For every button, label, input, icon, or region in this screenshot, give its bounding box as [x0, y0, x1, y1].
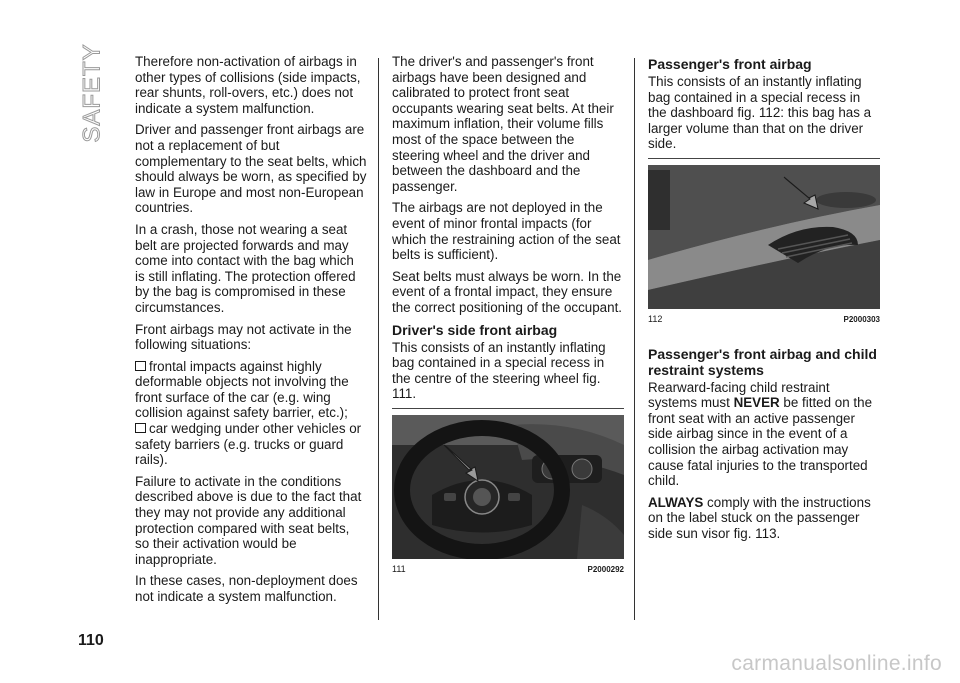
column-divider	[378, 58, 379, 620]
figure-code: P2000303	[843, 314, 880, 324]
paragraph	[648, 380, 880, 489]
section-tab	[78, 43, 108, 143]
bullet-square-icon	[135, 423, 146, 433]
column-3	[648, 54, 880, 548]
text-run: Rearward-facing child restraint systems must	[648, 379, 830, 411]
bullet-item	[135, 421, 367, 468]
paragraph: This consists of an instantly inflating bag contained in a special recess in the dashboard fig. 112: this bag has a larger volume than that on the driver side.	[648, 74, 872, 152]
column-2	[392, 54, 624, 577]
figure-caption	[648, 312, 880, 328]
paragraph: In these cases, non-deployment does not indicate a system malfunction.	[135, 573, 358, 604]
paragraph: This consists of an instantly inflating bag contained in a special recess in the centre of the steering wheel fig. 111.	[392, 339, 606, 402]
figure-112	[648, 158, 880, 328]
dashboard-photo	[648, 165, 880, 309]
column-1	[135, 54, 367, 611]
figure-number: 112	[648, 313, 663, 324]
paragraph: Therefore non-activation of airbags in other types of collisions (side impacts, rear shunts, roll-overs, etc.) does not indicate a system malfunction.	[135, 54, 361, 116]
page-number: 110	[78, 632, 104, 649]
section-heading: Passenger's front airbag and child restraint systems	[648, 345, 877, 378]
paragraph: Seat belts must always be worn. In the event of a frontal impact, they ensure the correct positioning of the occupant.	[392, 268, 623, 315]
section-heading: Driver's side front airbag	[392, 321, 558, 338]
bullet-text: car wedging under other vehicles or safety barriers (e.g. trucks or guard rails).	[135, 421, 362, 468]
emphasis-always: ALWAYS	[648, 494, 704, 510]
text-run: comply with the instructions on the label stuck on the passenger side sun visor fig. 113.	[648, 494, 871, 541]
steering-wheel-photo	[392, 415, 624, 559]
text-run: be fitted on the front seat with an active passenger side airbag since in the event of a collision the airbag activation may cause fatal injuries to the transported child.	[648, 395, 873, 489]
paragraph: In a crash, those not wearing a seat belt are projected forwards and may come into contact with the bag which is still inflating. The protection offered by the bag is compromised in these circumstances.	[135, 221, 356, 315]
paragraph: Failure to activate in the conditions described above is due to the fact that they may not provide any additional protection compared with seat belts, so their activation would be inappropriate.	[135, 473, 362, 567]
figure-top-rule	[392, 408, 624, 409]
paragraph: The driver's and passenger's front airbags have been designed and calibrated to protect front seat occupants wearing seat belts. At their maximum inflation, their volume fills most of the space between the steering wheel and the driver and between the dashboard and the passenger.	[392, 54, 614, 194]
bullet-text: frontal impacts against highly deformable objects not involving the front surface of the car (e.g. wing collision against safety barrier, etc.);	[135, 358, 349, 421]
figure-code: P2000292	[587, 564, 624, 574]
figure-caption	[392, 562, 624, 578]
figure-top-rule	[648, 158, 880, 159]
bullet-square-icon	[135, 361, 146, 371]
figure-111	[392, 408, 624, 578]
paragraph: Driver and passenger front airbags are not a replacement of but complementary to the seat belts, which should always be worn, as specified by law in Europe and most non-European countries.	[135, 122, 367, 216]
emphasis-never: NEVER	[733, 395, 780, 411]
paragraph: Front airbags may not activate in the following situations:	[135, 321, 352, 353]
paragraph	[648, 495, 880, 542]
section-tab-label: SAFETY	[79, 43, 107, 143]
paragraph: The airbags are not deployed in the event of minor frontal impacts (for which the restraining action of the seat belts is sufficient).	[392, 200, 621, 263]
section-heading: Passenger's front airbag	[648, 56, 812, 72]
watermark: carmanualsonline.info	[731, 652, 942, 675]
column-divider	[634, 58, 635, 620]
figure-number: 111	[392, 563, 406, 574]
bullet-item	[135, 359, 367, 421]
